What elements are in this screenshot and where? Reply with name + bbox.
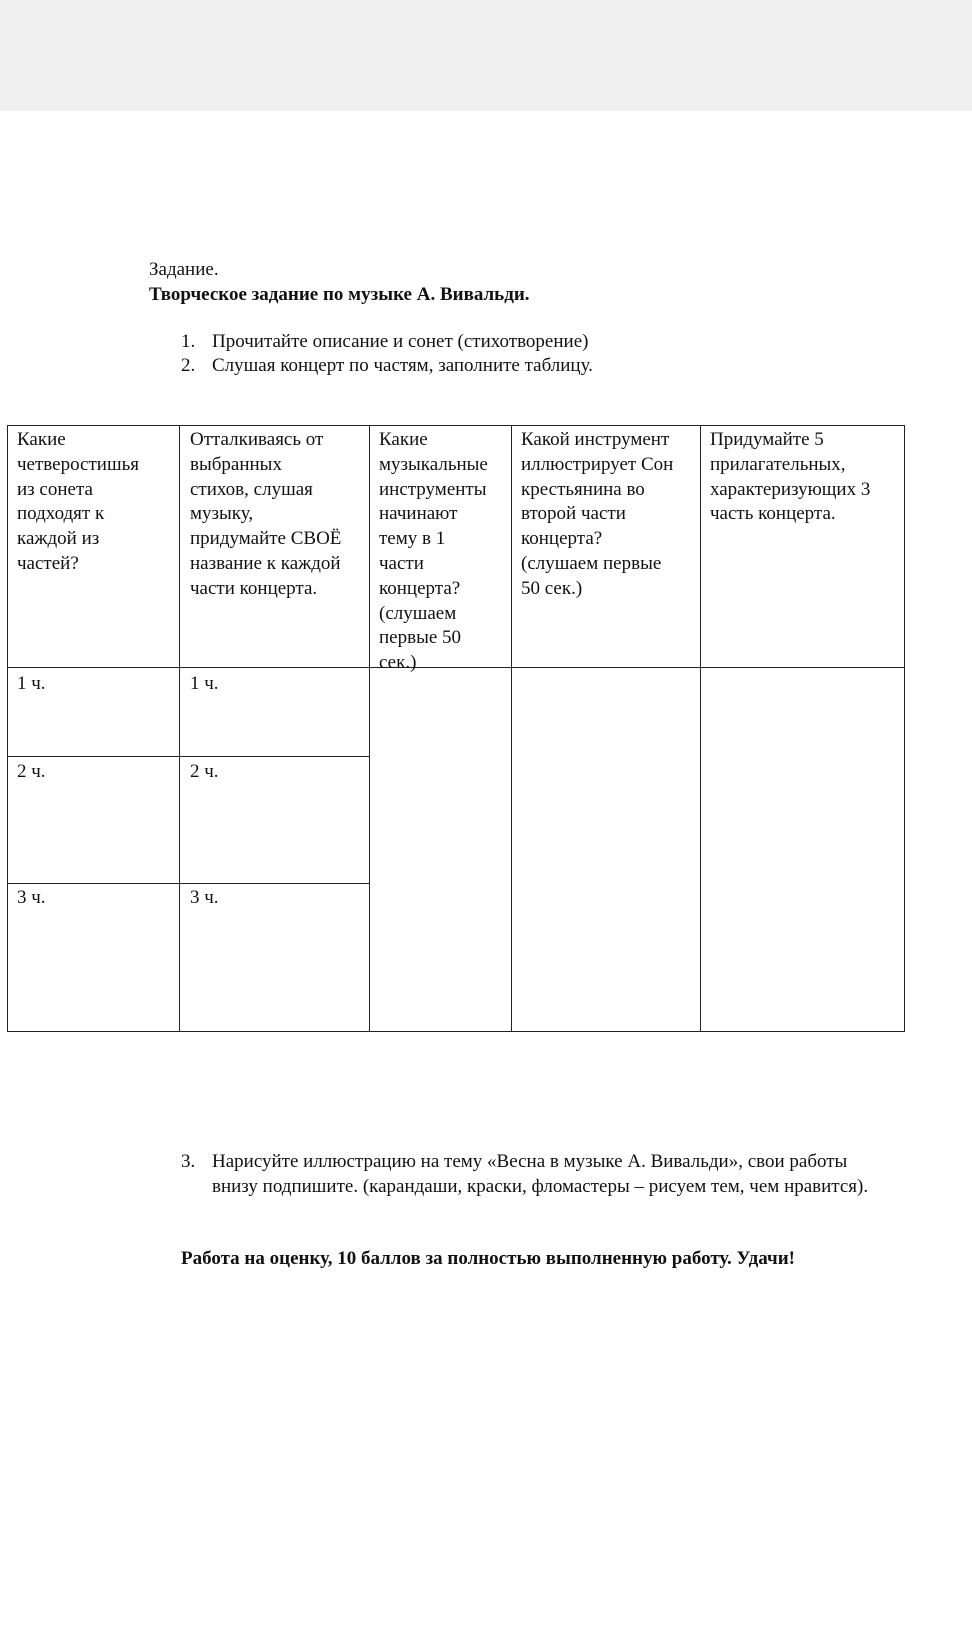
header-line: инструменты	[379, 478, 487, 500]
header-line: музыкальные	[379, 453, 488, 475]
header-line: четверостишья	[17, 453, 139, 475]
header-line: первые 50	[379, 627, 462, 649]
grading-note: Работа на оценку, 10 баллов за полностью выполненную работу. Удачи!	[181, 1248, 795, 1269]
header-line: придумайте СВОЁ	[190, 528, 342, 550]
header-cell-peasant-dream	[521, 428, 673, 602]
step-text: внизу подпишите. (карандаши, краски, фломастеры – рисуем тем, чем нравится).	[212, 1176, 869, 1197]
header-line: второй части	[521, 503, 626, 525]
header-line: выбранных	[190, 453, 282, 475]
header-line: крестьянина во	[521, 478, 645, 500]
row-divider	[7, 756, 370, 757]
page-title: Творческое задание по музыке А. Вивальди.	[149, 284, 530, 305]
step-number: 2.	[181, 355, 196, 376]
top-gray-band	[0, 0, 972, 111]
table-row-label: 3 ч.	[190, 887, 219, 908]
column-divider	[179, 425, 180, 1032]
header-line: концерта?	[521, 528, 603, 550]
header-line: название к каждой	[190, 552, 341, 574]
header-line: музыку,	[190, 503, 254, 525]
header-line: характеризующих 3	[710, 478, 871, 500]
header-line: (слушаем	[379, 602, 457, 624]
header-cell-instruments	[379, 428, 488, 676]
column-divider	[511, 425, 512, 1032]
header-line: стихов, слушая	[190, 478, 313, 500]
table-border-top	[7, 425, 905, 426]
header-line: каждой из	[17, 528, 100, 550]
table-row-label: 3 ч.	[17, 887, 46, 908]
header-line: подходят к	[17, 503, 105, 525]
task-label: Задание.	[149, 259, 219, 280]
header-line: из сонета	[17, 478, 93, 500]
header-cell-own-title	[190, 428, 341, 602]
column-divider	[369, 425, 370, 1032]
table-border-left	[7, 425, 8, 1032]
column-divider	[700, 425, 701, 1032]
header-line: части	[379, 552, 424, 574]
step-text: Прочитайте описание и сонет (стихотворение)	[212, 331, 589, 352]
header-line: тему в 1	[379, 528, 446, 550]
step-number: 3.	[181, 1151, 196, 1172]
step-text: Нарисуйте иллюстрацию на тему «Весна в музыке А. Вивальди», свои работы	[212, 1151, 848, 1172]
header-line: частей?	[17, 552, 79, 574]
table-border-bottom	[7, 1031, 905, 1032]
table-row-label: 1 ч.	[17, 673, 46, 694]
header-line: часть концерта.	[710, 503, 836, 525]
table-row-label: 2 ч.	[190, 761, 219, 782]
table-row-label: 2 ч.	[17, 761, 46, 782]
header-cell-quatrains	[17, 428, 139, 577]
table-border-right	[904, 425, 905, 1032]
header-line: Какие	[17, 429, 66, 450]
header-line: Отталкиваясь от	[190, 429, 324, 450]
header-line: 50 сек.)	[521, 577, 583, 599]
header-line: (слушаем первые	[521, 552, 662, 574]
row-divider	[7, 883, 370, 884]
header-line: прилагательных,	[710, 453, 846, 475]
header-line: начинают	[379, 503, 458, 525]
header-line: Придумайте 5	[710, 429, 824, 450]
table-row-label: 1 ч.	[190, 673, 219, 694]
header-line: Какие	[379, 429, 428, 450]
step-text: Слушая концерт по частям, заполните таблицу.	[212, 355, 593, 376]
step-number: 1.	[181, 331, 196, 352]
header-line: Какой инструмент	[521, 429, 670, 450]
header-line: концерта?	[379, 577, 461, 599]
header-line: сек.)	[379, 652, 417, 674]
header-cell-adjectives	[710, 428, 870, 527]
header-line: части концерта.	[190, 577, 318, 599]
header-line: иллюстрирует Сон	[521, 453, 674, 475]
